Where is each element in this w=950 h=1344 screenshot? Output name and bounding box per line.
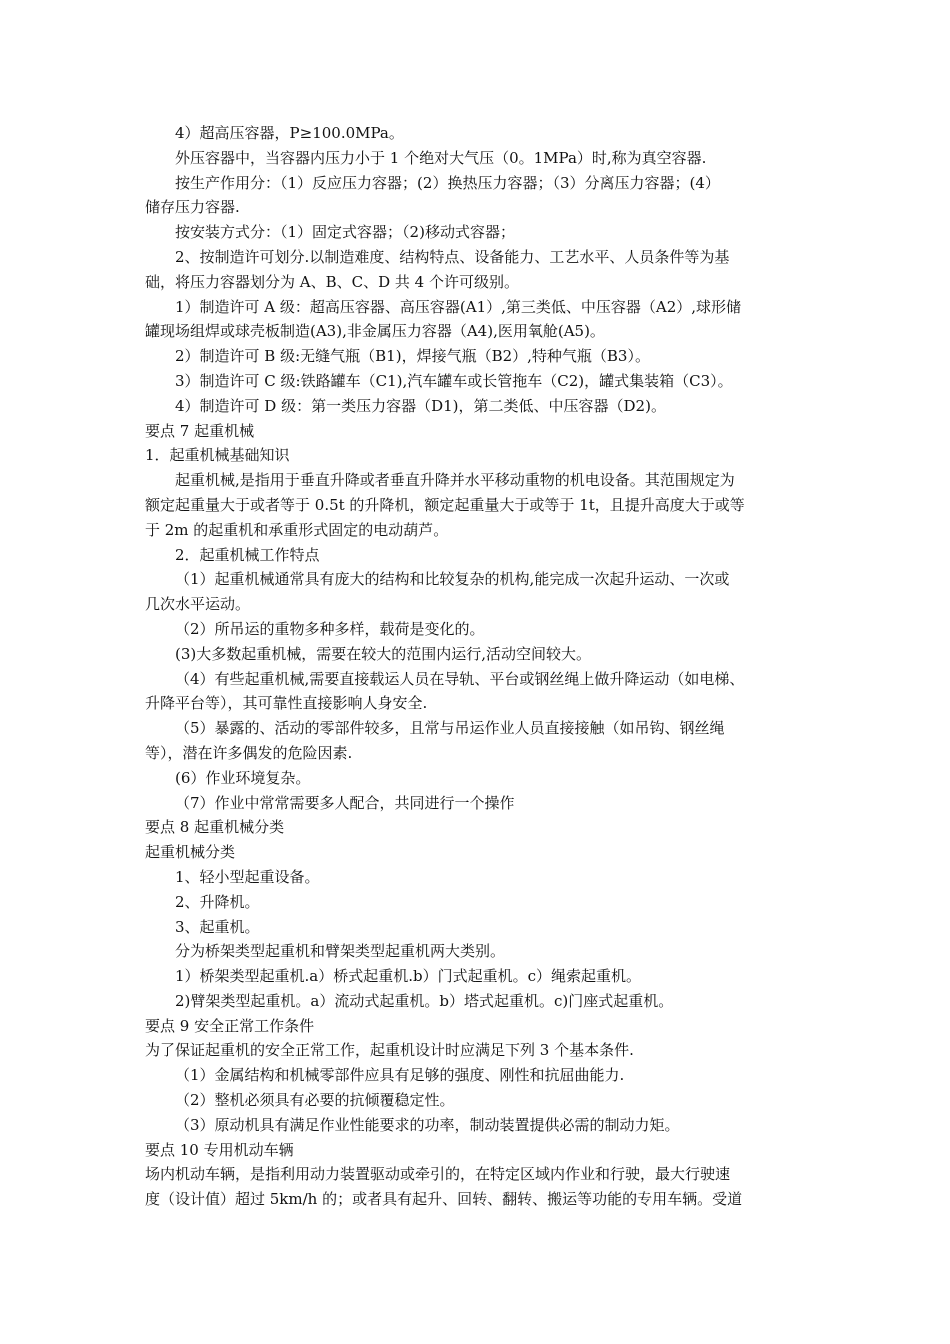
text-line: 3）制造许可 C 级:铁路罐车（C1),汽车罐车或长管拖车（C2)，罐式集装箱（C3）。 [175,371,733,390]
text-line: （1）金属结构和机械零部件应具有足够的强度、刚性和抗屈曲能力. [175,1066,625,1085]
text-line: （7）作业中常常需要多人配合，共同进行一个操作 [175,793,515,812]
text-line: (3)大多数起重机械，需要在较大的范围内运行,活动空间较大。 [175,644,592,663]
text-line: 2．起重机械工作特点 [175,545,320,564]
text-line: 4）制造许可 D 级：第一类压力容器（D1)，第二类低、中压容器（D2)。 [175,396,666,415]
text-line: 3、起重机。 [175,917,260,936]
text-line: 场内机动车辆，是指利用动力装置驱动或牵引的，在特定区域内作业和行驶，最大行驶速 [145,1165,731,1184]
text-line: 2)臂架类型起重机。a）流动式起重机。b）塔式起重机。c)门座式起重机。 [175,991,674,1010]
text-line: （4）有些起重机械,需要直接载运人员在导轨、平台或钢丝绳上做升降运动（如电梯、 [175,669,745,688]
text-line: 度（设计值）超过 5km/h 的；或者具有起升、回转、翻转、搬运等功能的专用车辆。受道 [145,1190,743,1209]
text-line: 按生产作用分：（1）反应压力容器；(2）换热压力容器；（3）分离压力容器；(4） [175,173,720,192]
text-line: 础，将压力容器划分为 A、B、C、D 共 4 个许可级别。 [145,272,519,291]
text-line: 4）超高压容器，P≥100.0MPa。 [175,124,404,142]
text-line: 几次水平运动。 [145,595,251,614]
text-line: 升降平台等），其可靠性直接影响人身安全. [145,694,428,713]
text-line: 起重机械,是指用于垂直升降或者垂直升降并水平移动重物的机电设备。其范围规定为 [175,471,735,490]
text-line: （2）整机必须具有必要的抗倾覆稳定性。 [175,1091,455,1110]
text-line: 要点 8 起重机械分类 [145,818,285,837]
text-line: 要点 10 专用机动车辆 [145,1140,294,1159]
text-line: 储存压力容器. [145,198,240,217]
text-line: 2）制造许可 B 级:无缝气瓶（B1)，焊接气瓶（B2）,特种气瓶（B3）。 [175,347,650,366]
text-line: 等），潜在许多偶发的危险因素. [145,743,353,762]
text-line: 2、升降机。 [175,892,260,911]
text-line: 为了保证起重机的安全正常工作，起重机设计时应满足下列 3 个基本条件. [145,1041,634,1060]
text-line: 1）桥架类型起重机.a）桥式起重机.b）门式起重机。c）绳索起重机。 [175,967,642,986]
text-line: （3）原动机具有满足作业性能要求的功率，制动装置提供必需的制动力矩。 [175,1115,680,1134]
document-body [145,121,810,1212]
text-line: 要点 9 安全正常工作条件 [145,1016,315,1035]
text-line: 按安装方式分：（1）固定式容器；（2)移动式容器； [175,223,515,242]
text-line: 2、按制造许可划分.以制造难度、结构特点、设备能力、工艺水平、人员条件等为基 [175,247,730,266]
text-line: 外压容器中，当容器内压力小于 1 个绝对大气压（0。1MPa）时,称为真空容器. [175,148,707,167]
text-line: 要点 7 起重机械 [145,421,255,440]
text-line: （5）暴露的、活动的零部件较多，且常与吊运作业人员直接接触（如吊钩、钢丝绳 [175,719,725,738]
text-line: 起重机械分类 [145,843,236,862]
text-line: （1）起重机械通常具有庞大的结构和比较复杂的机构,能完成一次起升运动、一次或 [175,570,730,589]
text-line: （2）所吊运的重物多种多样，载荷是变化的。 [175,619,485,638]
text-line: 1．起重机械基础知识 [145,446,290,465]
text-line: 1、轻小型起重设备。 [175,867,320,886]
text-line: 1）制造许可 A 级：超高压容器、高压容器(A1）,第三类低、中压容器（A2）,球形储 [175,297,742,316]
text-line: 分为桥架类型起重机和臂架类型起重机两大类别。 [175,942,506,961]
text-line: 于 2m 的起重机和承重形式固定的电动葫芦。 [145,520,449,539]
text-line: (6）作业环境复杂。 [175,768,311,787]
text-line: 额定起重量大于或者等于 0.5t 的升降机，额定起重量大于或等于 1t，且提升高度大于或等 [145,495,745,514]
text-line: 罐现场组焊或球壳板制造(A3),非金属压力容器（A4),医用氧舱(A5)。 [145,322,605,341]
